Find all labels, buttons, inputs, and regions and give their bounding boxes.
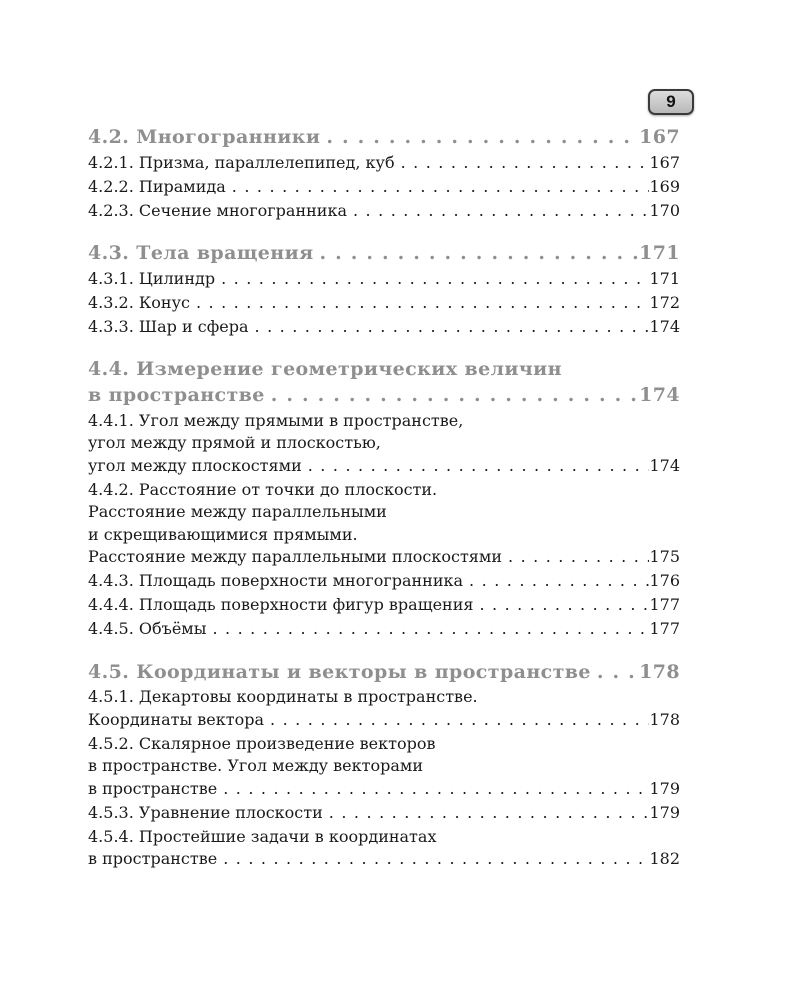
toc-entry[interactable] bbox=[88, 479, 680, 569]
toc-entry[interactable] bbox=[88, 152, 680, 175]
toc-entry-text: в пространстве bbox=[88, 778, 218, 798]
toc-entry-page-number: 174 bbox=[649, 316, 680, 336]
toc-entry[interactable] bbox=[88, 570, 680, 593]
dot-leader bbox=[473, 594, 649, 617]
dot-leader bbox=[320, 124, 639, 150]
toc-entry-text: 4.5.1. Декартовы координаты в пространстве. bbox=[88, 687, 478, 706]
section-heading-text: 4.2. Многогранники bbox=[88, 126, 321, 148]
toc-entry-text: 4.2.3. Сечение многогранника bbox=[88, 200, 347, 220]
toc-entry-text: Расстояние между параллельными bbox=[88, 502, 387, 521]
toc-entry-text: 4.2.1. Призма, параллелепипед, куб bbox=[88, 152, 395, 172]
section-page-number: 167 bbox=[639, 126, 680, 148]
section-heading[interactable] bbox=[88, 124, 680, 150]
toc-section bbox=[88, 124, 680, 222]
toc-entry-text: 4.2.2. Пирамида bbox=[88, 176, 226, 196]
toc-section bbox=[88, 356, 680, 641]
toc-entry[interactable] bbox=[88, 200, 680, 223]
dot-leader bbox=[249, 316, 650, 339]
dot-leader bbox=[314, 240, 640, 266]
toc-entry[interactable] bbox=[88, 826, 680, 871]
toc-entry-text: 4.5.3. Уравнение плоскости bbox=[88, 802, 323, 822]
toc-entry-text: 4.3.1. Цилиндр bbox=[88, 268, 216, 288]
toc-entry-page-number: 179 bbox=[649, 778, 680, 798]
dot-leader bbox=[463, 570, 649, 593]
section-heading[interactable] bbox=[88, 659, 680, 685]
section-heading-text: 4.3. Тела вращения bbox=[88, 242, 314, 264]
dot-leader bbox=[215, 268, 649, 291]
toc-entry-page-number: 167 bbox=[649, 152, 680, 172]
toc-entry-text: 4.4.5. Объёмы bbox=[88, 619, 207, 638]
dot-leader bbox=[347, 200, 649, 223]
toc-entry-page-number: 174 bbox=[649, 455, 680, 475]
section-heading-text: 4.4. Измерение геометрических величин bbox=[88, 358, 562, 380]
dot-leader bbox=[395, 152, 650, 175]
toc-entry-text: и скрещивающимися прямыми. bbox=[88, 524, 358, 544]
toc-entry[interactable] bbox=[88, 802, 680, 825]
section-page-number: 171 bbox=[639, 242, 680, 264]
section-heading[interactable] bbox=[88, 240, 680, 266]
toc-entry-page-number: 175 bbox=[649, 547, 680, 566]
dot-leader bbox=[502, 546, 649, 569]
toc-entry-text: 4.3.3. Шар и сфера bbox=[88, 316, 249, 336]
toc-entry-page-number: 177 bbox=[649, 619, 680, 638]
toc-entry-text: Координаты вектора bbox=[88, 709, 265, 729]
toc-section bbox=[88, 659, 680, 871]
toc-entry-text: 4.5.2. Скалярное произведение векторов bbox=[88, 733, 436, 753]
toc-section bbox=[88, 240, 680, 338]
toc-entry-text: 4.4.1. Угол между прямыми в пространстве, bbox=[88, 410, 464, 430]
dot-leader bbox=[217, 778, 649, 801]
dot-leader bbox=[591, 659, 639, 685]
toc-entry-text: 4.3.2. Конус bbox=[88, 292, 190, 312]
toc-entry-page-number: 172 bbox=[649, 292, 680, 312]
dot-leader bbox=[265, 382, 639, 408]
section-heading-text: в пространстве bbox=[88, 384, 265, 406]
section-page-number: 178 bbox=[639, 660, 680, 683]
section-heading[interactable] bbox=[88, 356, 680, 408]
toc-entry-page-number: 178 bbox=[649, 709, 680, 729]
dot-leader bbox=[302, 455, 650, 478]
toc-entry-text: угол между плоскостями bbox=[88, 455, 302, 475]
toc-entry[interactable] bbox=[88, 733, 680, 801]
toc-entry-page-number: 171 bbox=[649, 268, 680, 288]
section-heading-text: 4.5. Координаты и векторы в пространстве bbox=[88, 660, 591, 683]
dot-leader bbox=[217, 848, 649, 871]
toc-entry[interactable] bbox=[88, 176, 680, 199]
toc-entry[interactable] bbox=[88, 594, 680, 617]
toc-entry-page-number: 177 bbox=[649, 595, 680, 614]
toc-entry[interactable] bbox=[88, 686, 680, 731]
toc-entry-text: угол между прямой и плоскостью, bbox=[88, 433, 381, 452]
toc-entry-text: 4.4.4. Площадь поверхности фигур вращения bbox=[88, 595, 474, 614]
toc-entry-text: 4.5.4. Простейшие задачи в координатах bbox=[88, 826, 437, 846]
toc-entry-text: 4.4.2. Расстояние от точки до плоскости. bbox=[88, 479, 438, 499]
toc-entry[interactable] bbox=[88, 268, 680, 291]
toc-entry-page-number: 182 bbox=[649, 849, 680, 868]
toc-entry-text: 4.4.3. Площадь поверхности многогранника bbox=[88, 571, 464, 590]
dot-leader bbox=[264, 709, 649, 732]
toc-entry-page-number: 179 bbox=[649, 802, 680, 822]
toc-entry[interactable] bbox=[88, 618, 680, 641]
section-page-number: 174 bbox=[639, 384, 680, 406]
dot-leader bbox=[206, 618, 649, 641]
toc-entry[interactable] bbox=[88, 410, 680, 478]
dot-leader bbox=[190, 292, 650, 315]
toc-entry[interactable] bbox=[88, 292, 680, 315]
page-number-badge: 9 bbox=[648, 89, 694, 115]
table-of-contents bbox=[88, 124, 680, 889]
toc-entry-text: Расстояние между параллельными плоскостями bbox=[88, 547, 502, 566]
toc-entry-page-number: 169 bbox=[649, 176, 680, 196]
toc-entry-page-number: 176 bbox=[649, 571, 680, 590]
dot-leader bbox=[226, 176, 650, 199]
toc-entry-page-number: 170 bbox=[649, 200, 680, 220]
toc-entry-text: в пространстве. Угол между векторами bbox=[88, 756, 424, 775]
toc-entry-text: в пространстве bbox=[88, 849, 218, 868]
toc-entry[interactable] bbox=[88, 316, 680, 339]
dot-leader bbox=[323, 802, 650, 825]
